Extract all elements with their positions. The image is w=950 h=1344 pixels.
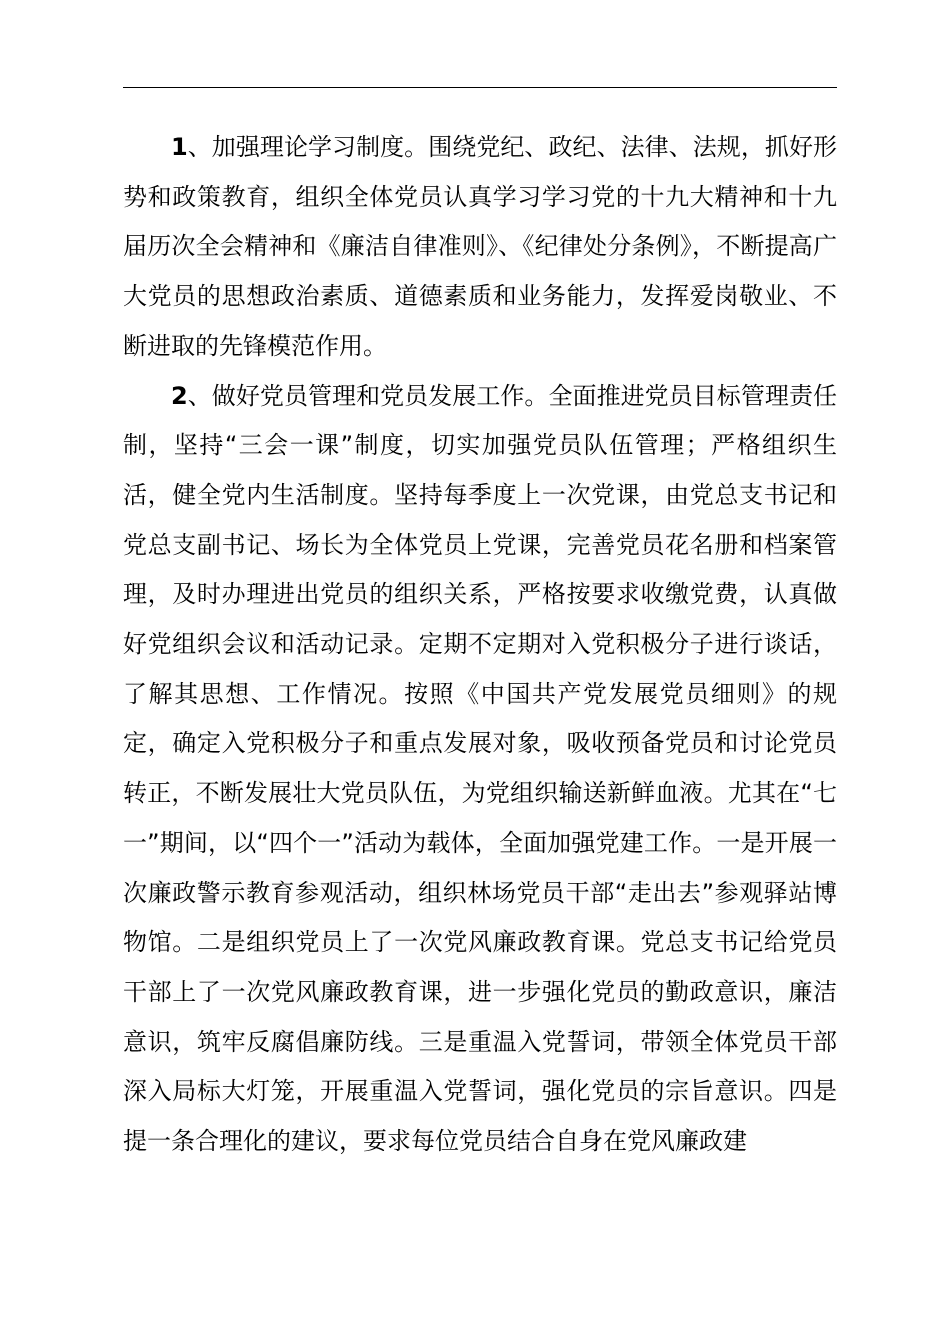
document-body <box>123 123 837 1167</box>
paragraph-2-text: 、做好党员管理和党员发展工作。全面推进党员目标管理责任制，坚持“三会一课”制度，切实加强党员队伍管理；严格组织生活，健全党内生活制度。坚持每季度上一次党课，由党总支书记和党总支副书记、场长为全体党员上党课，完善党员花名册和档案管理，及时办理进出党员的组织关系，严格按要求收缴党费，认真做好党组织会议和活动记录。定期不定期对入党积极分子进行谈话，了解其思想、工作情况。按照《中国共产党发展党员细则》的规定，确定入党积极分子和重点发展对象，吸收预备党员和讨论党员转正，不断发展壮大党员队伍，为党组织输送新鲜血液。尤其在“七一”期间，以“四个一”活动为载体，全面加强党建工作。一是开展一次廉政警示教育参观活动，组织林场党员干部“走出去”参观驿站博物馆。二是组织党员上了一次党风廉政教育课。党总支书记给党员干部上了一次党风廉政教育课，进一步强化党员的勤政意识，廉洁意识，筑牢反腐倡廉防线。三是重温入党誓词，带领全体党员干部深入局标大灯笼，开展重温入党誓词，强化党员的宗旨意识。四是提一条合理化的建议，要求每位党员结合自身在党风廉政建 <box>123 381 837 1156</box>
paragraph-1-text: 、加强理论学习制度。围绕党纪、政纪、法律、法规，抓好形势和政策教育，组织全体党员认真学习学习党的十九大精神和十九届历次全会精神和《廉洁自律准则》、《纪律处分条例》，不断提高广大党员的思想政治素质、道德素质和业务能力，发挥爱岗敬业、不断进取的先锋模范作用。 <box>123 133 837 360</box>
paragraph-2 <box>123 372 837 1167</box>
paragraph-1-number: 1 <box>171 133 188 161</box>
header-rule <box>123 87 837 88</box>
paragraph-2-number: 2 <box>171 381 188 410</box>
paragraph-1 <box>123 123 837 372</box>
